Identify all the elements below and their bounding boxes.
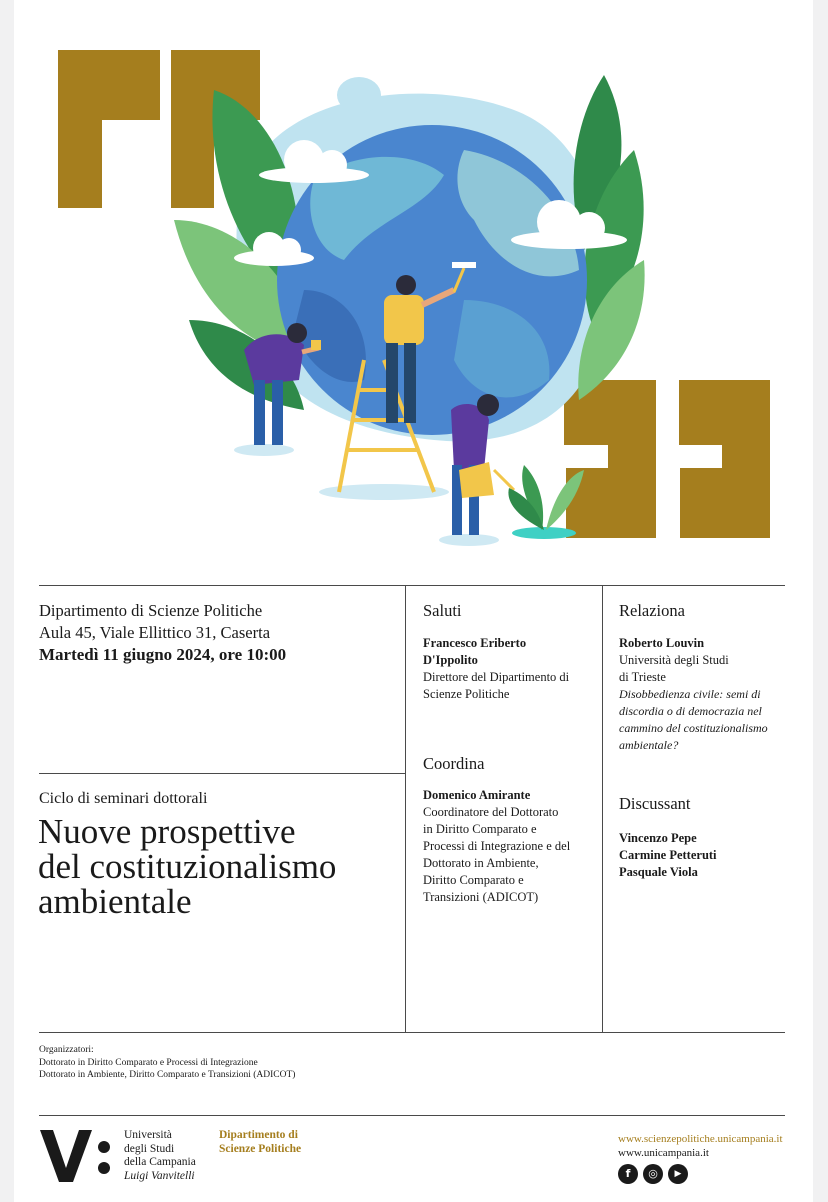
university-name — [124, 1129, 196, 1183]
relazione-affiliation-line: di Trieste — [619, 670, 666, 684]
venue-address: Aula 45, Viale Ellittico 31, Caserta — [39, 623, 271, 642]
coordina-name: Domenico Amirante — [423, 788, 531, 802]
event-title — [38, 814, 336, 919]
discussant-block — [619, 830, 717, 881]
department-name-line: Dipartimento di — [219, 1129, 298, 1141]
event-datetime: Martedì 11 giugno 2024, ore 10:00 — [39, 645, 287, 664]
saluti-role-line: Direttore del Dipartimento di — [423, 670, 570, 684]
relazione-talk-line: cammino del costituzionalismo — [619, 721, 768, 735]
close-quote-mark-left — [564, 380, 656, 538]
university-name-line: della Campania — [124, 1156, 196, 1168]
coordina-role-line: in Diritto Comparato e — [423, 822, 537, 836]
organizer-item: Dottorato in Ambiente, Diritto Comparato e Transizioni (ADICOT) — [39, 1070, 296, 1080]
discussant-name: Pasquale Viola — [619, 865, 698, 879]
title-line: Nuove prospettive — [38, 812, 296, 851]
ground-shadow-1 — [234, 444, 294, 456]
department-name-line: Scienze Politiche — [219, 1142, 302, 1155]
coordina-heading: Coordina — [423, 754, 485, 773]
facebook-icon[interactable]: f — [618, 1164, 638, 1184]
relazione-talk-line: ambientale? — [619, 738, 679, 752]
instagram-icon[interactable]: ◎ — [643, 1164, 663, 1184]
left-column-divider — [39, 773, 405, 774]
organizers-block — [39, 1044, 295, 1082]
saluti-block — [423, 635, 569, 703]
coordina-block — [423, 787, 570, 906]
open-quote-mark-left — [58, 50, 160, 208]
relazione-talk-line: discordia o di democrazia nel — [619, 704, 762, 718]
discussant-name: Carmine Petteruti — [619, 848, 717, 862]
discussant-name: Vincenzo Pepe — [619, 831, 697, 845]
saluti-heading: Saluti — [423, 601, 462, 620]
ground-shadow-3 — [439, 534, 499, 546]
venue-department: Dipartimento di Scienze Politiche — [39, 601, 263, 620]
poster — [14, 0, 813, 1202]
university-name-line: Università — [124, 1129, 172, 1141]
relazione-heading: Relaziona — [619, 601, 685, 620]
coordina-role-line: Diritto Comparato e — [423, 873, 524, 887]
top-rule — [39, 585, 785, 586]
relazione-affiliation-line: Università degli Studi — [619, 653, 729, 667]
close-quote-mark-right — [679, 380, 770, 538]
university-name-line: degli Studi — [124, 1142, 175, 1155]
university-name-line: Luigi Vanvitelli — [124, 1169, 195, 1182]
youtube-icon[interactable]: ▶ — [668, 1164, 688, 1184]
bottom-rule — [39, 1032, 785, 1033]
organizers-label: Organizzatori: — [39, 1045, 94, 1055]
saluti-role-line: Scienze Politiche — [423, 687, 510, 701]
column-divider-2 — [602, 586, 603, 1032]
organizer-item: Dottorato in Diritto Comparato e Processi di Integrazione — [39, 1057, 258, 1068]
ground-shadow-4 — [512, 527, 576, 539]
venue-block — [39, 600, 286, 666]
coordina-role-line: Processi di Integrazione e del — [423, 839, 571, 853]
title-line: ambientale — [38, 882, 192, 921]
footer-rule — [39, 1115, 785, 1116]
saluti-name-line: D'Ippolito — [423, 653, 478, 667]
discussant-heading: Discussant — [619, 794, 691, 813]
website-university-link[interactable]: www.unicampania.it — [618, 1147, 709, 1159]
saluti-name-line: Francesco Eriberto — [423, 636, 527, 650]
relazione-name: Roberto Louvin — [619, 636, 705, 650]
column-divider-1 — [405, 586, 406, 1032]
relazione-block — [619, 635, 768, 754]
coordina-role-line: Coordinatore del Dottorato — [423, 805, 559, 819]
small-blob — [337, 77, 381, 113]
relazione-talk-line: Disobbedienza civile: semi di — [619, 687, 761, 701]
coordina-role-line: Transizioni (ADICOT) — [423, 890, 539, 904]
department-name — [219, 1129, 301, 1156]
footer-links — [618, 1132, 783, 1160]
university-logo — [40, 1130, 114, 1182]
earth-illustration — [14, 0, 813, 580]
series-label: Ciclo di seminari dottorali — [39, 790, 208, 807]
website-department-link[interactable]: www.scienzepolitiche.unicampania.it — [618, 1133, 783, 1145]
title-line: del costituzionalismo — [38, 847, 337, 886]
coordina-role-line: Dottorato in Ambiente, — [423, 856, 539, 870]
